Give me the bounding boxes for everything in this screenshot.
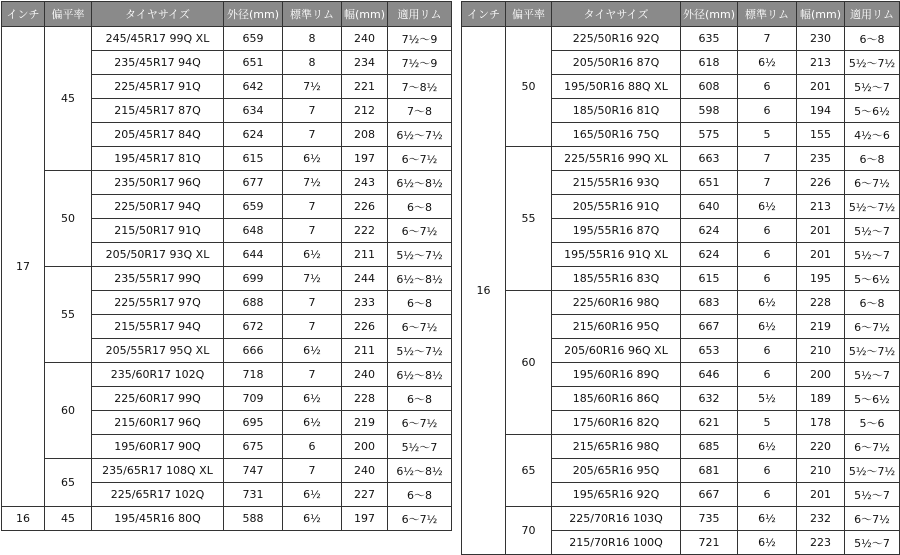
standard-rim-cell: 6½ [283,387,342,411]
tire-size-cell: 195/55R16 91Q XL [552,243,681,267]
table-body [2,27,452,531]
tire-size-cell: 235/50R17 96Q [92,171,224,195]
outer-diameter-cell: 575 [681,123,738,147]
applicable-rim-cell: 6½〜8½ [388,171,452,195]
standard-rim-cell: 7½ [283,75,342,99]
width-cell: 221 [342,75,388,99]
aspect-ratio-cell: 70 [506,507,552,555]
tire-size-cell: 215/55R16 93Q [552,171,681,195]
outer-diameter-cell: 624 [681,219,738,243]
tire-size-cell: 235/60R17 102Q [92,363,224,387]
table-row [2,507,452,531]
outer-diameter-cell: 677 [224,171,283,195]
tire-size-cell: 205/55R17 95Q XL [92,339,224,363]
applicable-rim-cell: 5〜6 [845,411,900,435]
applicable-rim-cell: 6〜7½ [388,147,452,171]
applicable-rim-cell: 5½〜7 [845,219,900,243]
table-body [462,27,900,555]
applicable-rim-cell: 7〜8 [388,99,452,123]
outer-diameter-cell: 621 [681,411,738,435]
standard-rim-cell: 7 [283,291,342,315]
standard-rim-cell: 5 [738,123,797,147]
header-width: 幅(mm) [342,2,388,27]
width-cell: 223 [797,531,845,555]
tire-size-cell: 195/50R16 88Q XL [552,75,681,99]
tire-size-cell: 185/50R16 81Q [552,99,681,123]
applicable-rim-cell: 5½〜7½ [845,339,900,363]
standard-rim-cell: 7 [283,123,342,147]
table-row [462,435,900,459]
standard-rim-cell: 5½ [738,387,797,411]
width-cell: 197 [342,507,388,531]
applicable-rim-cell: 5½〜7 [845,531,900,555]
tire-size-cell: 225/55R17 97Q [92,291,224,315]
standard-rim-cell: 6½ [738,507,797,531]
width-cell: 211 [342,243,388,267]
tire-size-cell: 215/70R16 100Q [552,531,681,555]
outer-diameter-cell: 718 [224,363,283,387]
tire-size-cell: 205/50R16 87Q [552,51,681,75]
standard-rim-cell: 7 [283,219,342,243]
standard-rim-cell: 7 [283,195,342,219]
applicable-rim-cell: 6〜7½ [388,507,452,531]
standard-rim-cell: 6½ [738,435,797,459]
standard-rim-cell: 7½ [283,267,342,291]
applicable-rim-cell: 6〜7½ [845,171,900,195]
width-cell: 228 [797,291,845,315]
tire-size-cell: 225/60R16 98Q [552,291,681,315]
width-cell: 243 [342,171,388,195]
standard-rim-cell: 6½ [283,339,342,363]
width-cell: 210 [797,339,845,363]
outer-diameter-cell: 648 [224,219,283,243]
header-standard-rim: 標準リム [738,2,797,27]
tire-size-cell: 195/45R16 80Q [92,507,224,531]
applicable-rim-cell: 5½〜7 [845,483,900,507]
tire-size-cell: 215/55R17 94Q [92,315,224,339]
width-cell: 195 [797,267,845,291]
outer-diameter-cell: 735 [681,507,738,531]
outer-diameter-cell: 598 [681,99,738,123]
applicable-rim-cell: 6〜7½ [845,435,900,459]
tire-size-cell: 185/60R16 86Q [552,387,681,411]
width-cell: 212 [342,99,388,123]
applicable-rim-cell: 5〜6½ [845,99,900,123]
tire-size-cell: 225/50R16 92Q [552,27,681,51]
tire-size-cell: 245/45R17 99Q XL [92,27,224,51]
header-row [462,2,900,27]
outer-diameter-cell: 615 [681,267,738,291]
width-cell: 155 [797,123,845,147]
standard-rim-cell: 6½ [283,411,342,435]
standard-rim-cell: 5 [738,411,797,435]
width-cell: 178 [797,411,845,435]
standard-rim-cell: 6 [738,243,797,267]
width-cell: 235 [797,147,845,171]
width-cell: 240 [342,459,388,483]
width-cell: 232 [797,507,845,531]
applicable-rim-cell: 6〜8 [845,27,900,51]
header-outer-diameter: 外径(mm) [681,2,738,27]
aspect-ratio-cell: 45 [45,507,92,531]
outer-diameter-cell: 634 [224,99,283,123]
applicable-rim-cell: 6½〜8½ [388,363,452,387]
applicable-rim-cell: 6〜8 [845,147,900,171]
outer-diameter-cell: 632 [681,387,738,411]
table-row [2,171,452,195]
tire-size-cell: 235/65R17 108Q XL [92,459,224,483]
tire-size-cell: 175/60R16 82Q [552,411,681,435]
outer-diameter-cell: 640 [681,195,738,219]
table-row [2,267,452,291]
aspect-ratio-cell: 55 [506,147,552,291]
standard-rim-cell: 6 [738,363,797,387]
applicable-rim-cell: 6〜8 [388,195,452,219]
outer-diameter-cell: 588 [224,507,283,531]
standard-rim-cell: 7 [738,27,797,51]
outer-diameter-cell: 651 [224,51,283,75]
width-cell: 194 [797,99,845,123]
standard-rim-cell: 7 [738,147,797,171]
inch-cell: 17 [2,27,45,507]
tire-size-cell: 225/60R17 99Q [92,387,224,411]
aspect-ratio-cell: 50 [506,27,552,147]
width-cell: 226 [342,315,388,339]
applicable-rim-cell: 7〜8½ [388,75,452,99]
outer-diameter-cell: 681 [681,459,738,483]
tire-size-cell: 215/65R16 98Q [552,435,681,459]
tire-size-table-right [461,1,900,555]
applicable-rim-cell: 6〜7½ [388,411,452,435]
width-cell: 228 [342,387,388,411]
width-cell: 219 [342,411,388,435]
standard-rim-cell: 6½ [283,507,342,531]
width-cell: 211 [342,339,388,363]
width-cell: 201 [797,483,845,507]
aspect-ratio-cell: 45 [45,27,92,171]
outer-diameter-cell: 651 [681,171,738,195]
standard-rim-cell: 6½ [738,315,797,339]
standard-rim-cell: 8 [283,51,342,75]
applicable-rim-cell: 6〜8 [845,291,900,315]
header-inch: インチ [2,2,45,27]
tire-size-cell: 185/55R16 83Q [552,267,681,291]
outer-diameter-cell: 695 [224,411,283,435]
tire-size-cell: 195/45R17 81Q [92,147,224,171]
width-cell: 213 [797,195,845,219]
tire-size-cell: 215/50R17 91Q [92,219,224,243]
aspect-ratio-cell: 60 [45,363,92,459]
standard-rim-cell: 6 [738,459,797,483]
width-cell: 240 [342,363,388,387]
inch-cell: 16 [2,507,45,531]
tire-size-cell: 225/70R16 103Q [552,507,681,531]
width-cell: 220 [797,435,845,459]
standard-rim-cell: 6½ [283,243,342,267]
tire-size-cell: 215/45R17 87Q [92,99,224,123]
width-cell: 197 [342,147,388,171]
applicable-rim-cell: 5½〜7½ [388,243,452,267]
standard-rim-cell: 6½ [738,51,797,75]
standard-rim-cell: 6½ [738,195,797,219]
outer-diameter-cell: 644 [224,243,283,267]
tire-size-cell: 205/55R16 91Q [552,195,681,219]
applicable-rim-cell: 5½〜7 [845,243,900,267]
width-cell: 233 [342,291,388,315]
width-cell: 213 [797,51,845,75]
applicable-rim-cell: 6〜7½ [845,315,900,339]
outer-diameter-cell: 663 [681,147,738,171]
tire-size-cell: 215/60R17 96Q [92,411,224,435]
aspect-ratio-cell: 50 [45,171,92,267]
outer-diameter-cell: 608 [681,75,738,99]
applicable-rim-cell: 5½〜7 [845,363,900,387]
applicable-rim-cell: 6½〜8½ [388,267,452,291]
header-aspect-ratio: 偏平率 [45,2,92,27]
standard-rim-cell: 6 [738,483,797,507]
table-row [2,459,452,483]
outer-diameter-cell: 653 [681,339,738,363]
standard-rim-cell: 6 [738,99,797,123]
outer-diameter-cell: 685 [681,435,738,459]
width-cell: 201 [797,75,845,99]
aspect-ratio-cell: 55 [45,267,92,363]
outer-diameter-cell: 667 [681,483,738,507]
standard-rim-cell: 6 [738,219,797,243]
outer-diameter-cell: 618 [681,51,738,75]
outer-diameter-cell: 721 [681,531,738,555]
width-cell: 226 [342,195,388,219]
width-cell: 227 [342,483,388,507]
outer-diameter-cell: 667 [681,315,738,339]
outer-diameter-cell: 646 [681,363,738,387]
outer-diameter-cell: 615 [224,147,283,171]
outer-diameter-cell: 688 [224,291,283,315]
applicable-rim-cell: 5½〜7½ [388,339,452,363]
outer-diameter-cell: 666 [224,339,283,363]
applicable-rim-cell: 7½〜9 [388,51,452,75]
tire-size-cell: 225/50R17 94Q [92,195,224,219]
standard-rim-cell: 6 [738,339,797,363]
applicable-rim-cell: 6〜8 [388,483,452,507]
tire-size-cell: 235/45R17 94Q [92,51,224,75]
standard-rim-cell: 7 [283,99,342,123]
header-inch: インチ [462,2,506,27]
tire-size-cell: 225/45R17 91Q [92,75,224,99]
applicable-rim-cell: 7½〜9 [388,27,452,51]
tire-size-cell: 195/55R16 87Q [552,219,681,243]
standard-rim-cell: 6½ [283,483,342,507]
tire-size-cell: 165/50R16 75Q [552,123,681,147]
outer-diameter-cell: 675 [224,435,283,459]
aspect-ratio-cell: 65 [506,435,552,507]
width-cell: 201 [797,243,845,267]
applicable-rim-cell: 5½〜7½ [845,459,900,483]
outer-diameter-cell: 642 [224,75,283,99]
aspect-ratio-cell: 65 [45,459,92,507]
outer-diameter-cell: 699 [224,267,283,291]
applicable-rim-cell: 4½〜6 [845,123,900,147]
applicable-rim-cell: 5½〜7 [845,75,900,99]
applicable-rim-cell: 5½〜7 [388,435,452,459]
standard-rim-cell: 7 [283,363,342,387]
header-width: 幅(mm) [797,2,845,27]
width-cell: 230 [797,27,845,51]
standard-rim-cell: 7 [283,459,342,483]
tire-size-cell: 195/65R16 92Q [552,483,681,507]
outer-diameter-cell: 635 [681,27,738,51]
standard-rim-cell: 7 [738,171,797,195]
outer-diameter-cell: 683 [681,291,738,315]
standard-rim-cell: 6 [738,267,797,291]
tire-size-cell: 195/60R17 90Q [92,435,224,459]
standard-rim-cell: 6½ [738,531,797,555]
standard-rim-cell: 6 [738,75,797,99]
width-cell: 200 [342,435,388,459]
applicable-rim-cell: 6〜8 [388,387,452,411]
table-row [462,27,900,51]
outer-diameter-cell: 624 [224,123,283,147]
width-cell: 244 [342,267,388,291]
table-row [462,507,900,531]
standard-rim-cell: 7½ [283,171,342,195]
outer-diameter-cell: 624 [681,243,738,267]
width-cell: 240 [342,27,388,51]
width-cell: 234 [342,51,388,75]
tire-size-cell: 205/45R17 84Q [92,123,224,147]
standard-rim-cell: 7 [283,315,342,339]
applicable-rim-cell: 5〜6½ [845,267,900,291]
header-aspect-ratio: 偏平率 [506,2,552,27]
outer-diameter-cell: 672 [224,315,283,339]
outer-diameter-cell: 659 [224,27,283,51]
width-cell: 189 [797,387,845,411]
applicable-rim-cell: 5〜6½ [845,387,900,411]
width-cell: 200 [797,363,845,387]
width-cell: 226 [797,171,845,195]
aspect-ratio-cell: 60 [506,291,552,435]
tire-size-cell: 215/60R16 95Q [552,315,681,339]
standard-rim-cell: 6½ [738,291,797,315]
inch-cell: 16 [462,27,506,555]
width-cell: 210 [797,459,845,483]
tire-size-table-left [1,1,452,531]
applicable-rim-cell: 5½〜7½ [845,51,900,75]
applicable-rim-cell: 5½〜7½ [845,195,900,219]
tire-size-cell: 205/60R16 96Q XL [552,339,681,363]
outer-diameter-cell: 709 [224,387,283,411]
outer-diameter-cell: 731 [224,483,283,507]
table-row [462,147,900,171]
table-row [462,291,900,315]
outer-diameter-cell: 659 [224,195,283,219]
tire-size-cell: 205/50R17 93Q XL [92,243,224,267]
applicable-rim-cell: 6〜8 [388,291,452,315]
tire-size-cell: 205/65R16 95Q [552,459,681,483]
table-row [2,363,452,387]
width-cell: 201 [797,219,845,243]
header-row [2,2,452,27]
width-cell: 219 [797,315,845,339]
header-standard-rim: 標準リム [283,2,342,27]
applicable-rim-cell: 6½〜7½ [388,123,452,147]
applicable-rim-cell: 6〜7½ [845,507,900,531]
header-tire-size: タイヤサイズ [92,2,224,27]
tire-size-cell: 225/65R17 102Q [92,483,224,507]
applicable-rim-cell: 6½〜8½ [388,459,452,483]
outer-diameter-cell: 747 [224,459,283,483]
header-applicable-rim: 適用リム [845,2,900,27]
table-row [2,27,452,51]
tire-size-cell: 225/55R16 99Q XL [552,147,681,171]
applicable-rim-cell: 6〜7½ [388,315,452,339]
width-cell: 222 [342,219,388,243]
header-outer-diameter: 外径(mm) [224,2,283,27]
header-applicable-rim: 適用リム [388,2,452,27]
width-cell: 208 [342,123,388,147]
standard-rim-cell: 6 [283,435,342,459]
tire-size-cell: 195/60R16 89Q [552,363,681,387]
tire-size-cell: 235/55R17 99Q [92,267,224,291]
applicable-rim-cell: 6〜7½ [388,219,452,243]
header-tire-size: タイヤサイズ [552,2,681,27]
standard-rim-cell: 6½ [283,147,342,171]
standard-rim-cell: 8 [283,27,342,51]
